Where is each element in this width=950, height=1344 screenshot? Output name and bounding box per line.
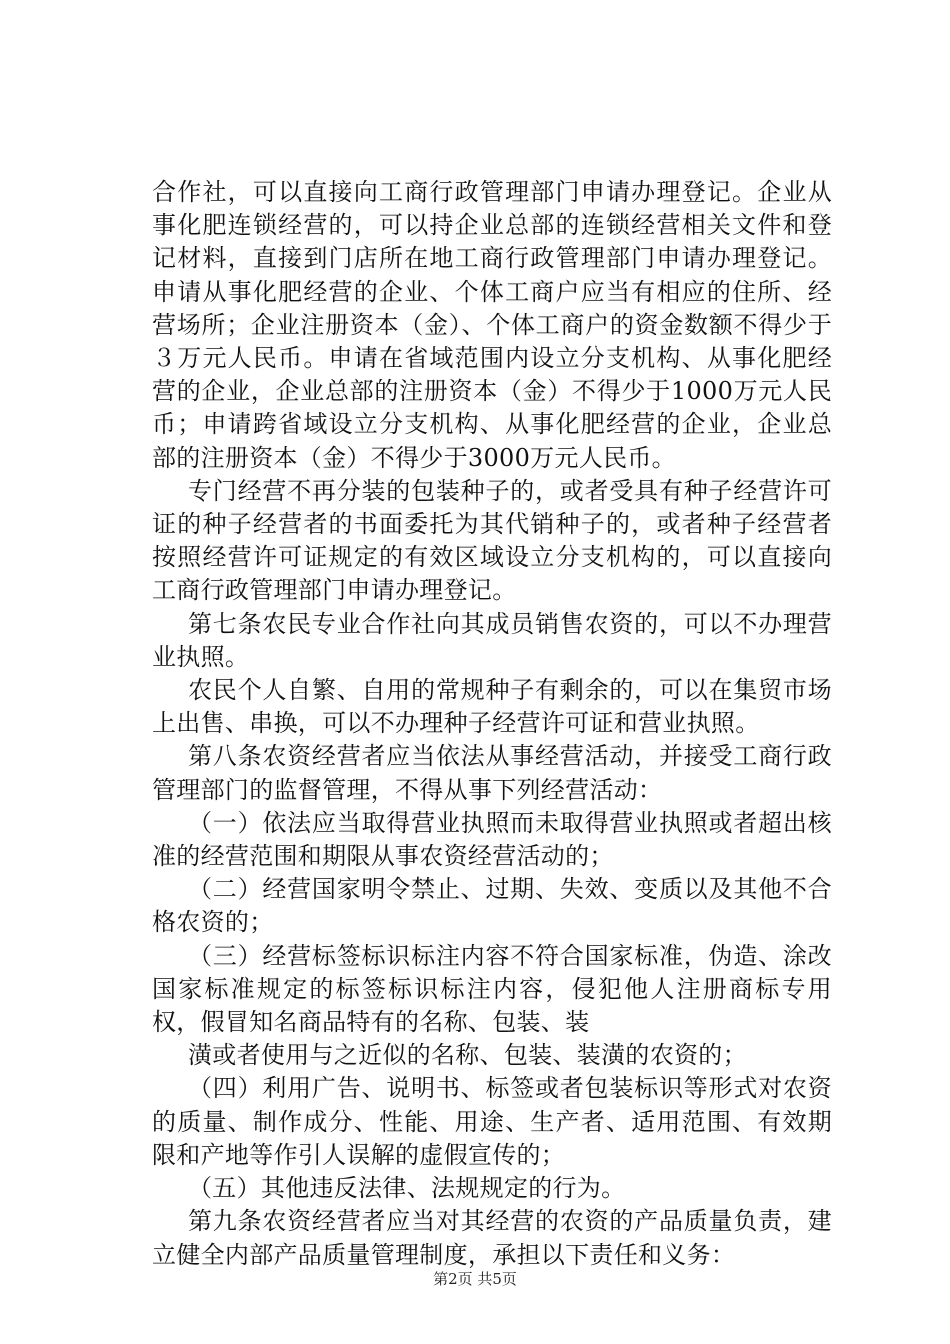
paragraph-article-8: 第八条农资经营者应当依法从事经营活动，并接受工商行政管理部门的监督管理，不得从事下列经营活动：: [152, 742, 832, 804]
paragraph-article-9: 第九条农资经营者应当对其经营的农资的产品质量负责，建立健全内部产品质量管理制度，承担以下责任和义务：: [152, 1207, 832, 1269]
paragraph-item-3: （三）经营标签标识标注内容不符合国家标准，伪造、涂改国家标准规定的标签标识标注内容，侵犯他人注册商标专用权，假冒知名商品特有的名称、包装、装: [152, 941, 832, 1037]
paragraph-item-3-continued: 潢或者使用与之近似的名称、包装、装潢的农资的；: [188, 1041, 747, 1070]
paragraph-item-4: （四）利用广告、说明书、标签或者包装标识等形式对农资的质量、制作成分、性能、用途、生产者、适用范围、有效期限和产地等作引人误解的虚假宣传的；: [152, 1074, 832, 1169]
paragraph-article-7: 第七条农民专业合作社向其成员销售农资的，可以不办理营业执照。: [152, 609, 832, 671]
paragraph-item-2: （二）经营国家明令禁止、过期、失效、变质以及其他不合格农资的；: [152, 875, 832, 937]
document-body: [152, 176, 832, 1272]
paragraph-item-5: （五）其他违反法律、法规规定的行为。: [188, 1174, 626, 1203]
paragraph-packaged-seeds: 专门经营不再分装的包装种子的，或者受具有种子经营许可证的种子经营者的书面委托为其代销种子的，或者种子经营者按照经营许可证规定的有效区域设立分支机构的，可以直接向工商行政管理部门申请办理登记。: [152, 476, 832, 605]
paragraph-item-1: （一）依法应当取得营业执照而未取得营业执照或者超出核准的经营范围和期限从事农资经营活动的；: [152, 808, 832, 871]
page-number-footer: 第2页 共5页: [433, 1270, 517, 1288]
paragraph-continued: 合作社，可以直接向工商行政管理部门申请办理登记。企业从事化肥连锁经营的，可以持企业总部的连锁经营相关文件和登记材料，直接到门店所在地工商行政管理部门申请办理登记。申请从事化肥经营的企业、个体工商户应当有相应的住所、经营场所；企业注册资本（金）、个体工商户的资金数额不得少于３万元人民币。申请在省域范围内设立分支机构、从事化肥经营的企业，企业总部的注册资本（金）不得少于1000万元人民币；申请跨省域设立分支机构、从事化肥经营的企业，企业总部的注册资本（金）不得少于3000万元人民币。: [152, 178, 832, 472]
paragraph-farmer-seeds: 农民个人自繁、自用的常规种子有剩余的，可以在集贸市场上出售、串换，可以不办理种子经营许可证和营业执照。: [152, 676, 832, 738]
